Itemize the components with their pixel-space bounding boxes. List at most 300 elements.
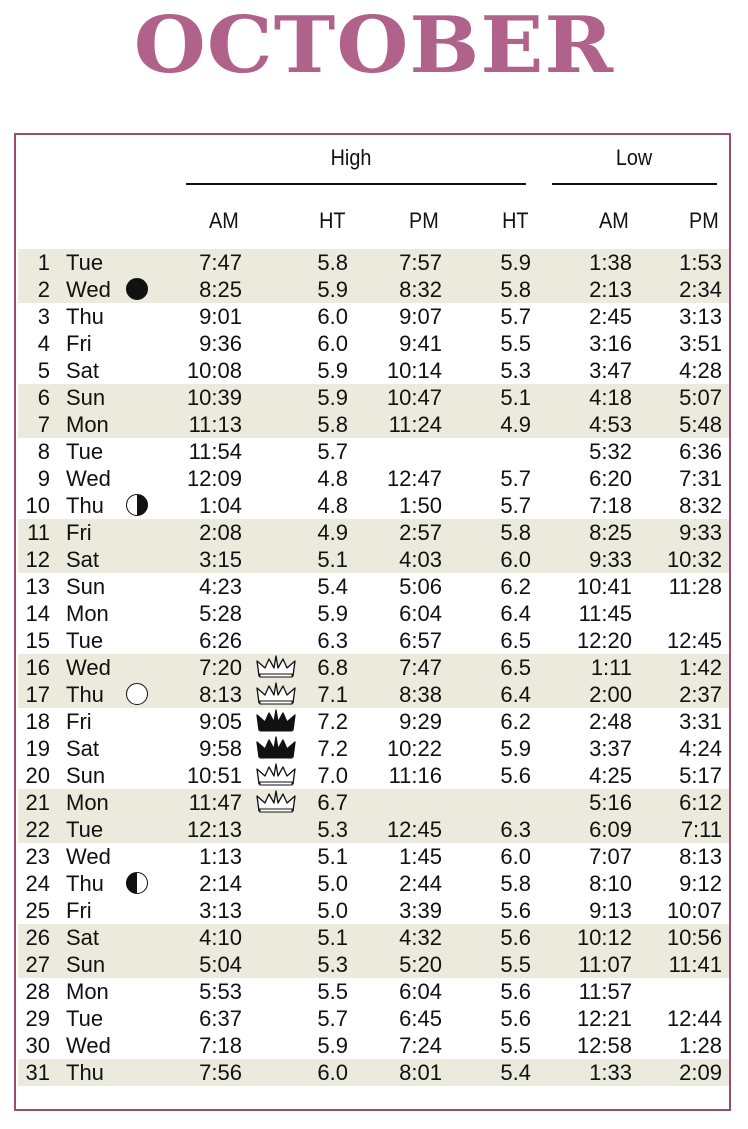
low-am-time: 7:18	[589, 493, 632, 518]
table-row	[18, 465, 729, 492]
low-am-time: 2:00	[589, 682, 632, 707]
high-am-time: 9:58	[199, 736, 242, 761]
weekday: Fri	[66, 898, 92, 923]
table-row	[18, 492, 729, 519]
high-pm-height: 6.4	[500, 682, 531, 707]
weekday: Sun	[66, 952, 106, 977]
day-number: 26	[25, 925, 50, 950]
high-pm-height: 5.8	[500, 277, 531, 302]
day-number: 7	[37, 412, 50, 437]
outline-crown-icon	[256, 763, 296, 787]
high-am-time: 11:47	[188, 790, 242, 815]
high-pm-height: 6.2	[500, 709, 531, 734]
day-number: 11	[27, 520, 50, 545]
table-row	[18, 627, 729, 654]
low-am-time: 5:32	[589, 439, 632, 464]
low-pm-time: 1:53	[679, 250, 722, 275]
day-number: 14	[25, 601, 50, 626]
high-am-time: 4:23	[199, 574, 242, 599]
high-am-time: 1:13	[199, 844, 242, 869]
high-am-time: 6:37	[199, 1006, 242, 1031]
low-am-time: 9:13	[589, 898, 632, 923]
low-pm-time: 10:07	[666, 898, 722, 923]
weekday: Thu	[66, 493, 104, 518]
low-pm-time: 6:12	[679, 790, 722, 815]
weekday: Tue	[66, 439, 104, 464]
day-number: 31	[25, 1060, 50, 1085]
day-number: 30	[25, 1033, 50, 1058]
low-pm-time: 10:56	[666, 925, 722, 950]
low-pm-time	[648, 978, 722, 1005]
high-am-height: 5.4	[317, 574, 348, 599]
high-pm-height: 5.8	[500, 520, 531, 545]
low-am-time: 8:10	[589, 871, 632, 896]
high-am-time: 5:53	[199, 979, 242, 1004]
high-am-time: 10:51	[186, 763, 242, 788]
low-am-time: 1:11	[590, 655, 632, 680]
high-pm-time: 7:24	[399, 1033, 442, 1058]
high-pm-height: 5.9	[500, 736, 531, 761]
col-header-low-pm: PM	[689, 208, 719, 233]
weekday: Wed	[66, 655, 111, 680]
low-pm-time: 7:11	[680, 817, 722, 842]
day-number: 1	[37, 250, 50, 275]
low-am-time: 4:25	[589, 763, 632, 788]
day-number: 18	[25, 709, 50, 734]
high-am-time: 3:13	[199, 898, 242, 923]
table-row	[18, 681, 729, 708]
day-number: 2	[37, 277, 50, 302]
low-pm-time: 8:32	[679, 493, 722, 518]
low-pm-time: 5:07	[679, 385, 722, 410]
high-am-height: 5.0	[317, 898, 348, 923]
table-row	[18, 654, 729, 681]
high-pm-height: 5.7	[500, 304, 531, 329]
low-tide-header: Low	[615, 145, 653, 170]
high-am-height: 6.0	[317, 304, 348, 329]
table-row	[18, 249, 729, 276]
weekday: Sun	[66, 385, 106, 410]
third-quarter-moon-icon	[126, 872, 148, 894]
high-am-height: 4.8	[317, 466, 348, 491]
weekday: Thu	[66, 871, 104, 896]
high-pm-height: 6.0	[500, 547, 531, 572]
high-pm-time: 6:04	[399, 979, 442, 1004]
weekday: Fri	[66, 520, 92, 545]
high-am-height: 4.9	[317, 520, 348, 545]
weekday: Thu	[66, 304, 104, 329]
low-am-time: 7:07	[589, 844, 632, 869]
high-am-time: 7:18	[199, 1033, 242, 1058]
low-am-time: 5:16	[589, 790, 632, 815]
table-row	[18, 438, 729, 465]
table-row	[18, 789, 729, 816]
high-pm-time: 7:57	[399, 250, 442, 275]
weekday: Sat	[66, 547, 100, 572]
high-am-height: 5.9	[317, 277, 348, 302]
low-am-time: 3:37	[589, 736, 632, 761]
high-am-time: 10:08	[186, 358, 242, 383]
day-number: 24	[25, 871, 50, 896]
low-pm-time: 3:31	[679, 709, 722, 734]
day-number: 23	[25, 844, 50, 869]
day-number: 6	[37, 385, 50, 410]
month-title: OCTOBER	[133, 0, 615, 91]
low-am-time: 4:53	[589, 412, 632, 437]
day-number: 3	[37, 304, 50, 329]
low-am-time: 12:21	[576, 1006, 632, 1031]
low-pm-time: 5:48	[679, 412, 722, 437]
low-am-time: 2:13	[589, 277, 632, 302]
day-number: 27	[25, 952, 50, 977]
high-pm-height: 4.9	[500, 412, 531, 437]
table-row	[18, 330, 729, 357]
high-pm-time: 5:06	[399, 574, 442, 599]
high-am-height: 5.0	[317, 871, 348, 896]
weekday: Tue	[66, 1006, 104, 1031]
high-am-time: 8:25	[199, 277, 242, 302]
high-pm-time: 10:14	[386, 358, 442, 383]
high-pm-time: 9:41	[399, 331, 442, 356]
day-number: 12	[25, 547, 50, 572]
table-row	[18, 870, 729, 897]
low-pm-time: 9:12	[679, 871, 722, 896]
low-pm-time: 2:09	[679, 1060, 722, 1085]
low-am-time: 11:07	[578, 952, 632, 977]
high-pm-height: 5.7	[500, 466, 531, 491]
low-am-time: 10:41	[576, 574, 632, 599]
high-pm-time: 4:03	[399, 547, 442, 572]
high-pm-time: 1:45	[399, 844, 442, 869]
high-pm-time: 11:24	[388, 412, 442, 437]
high-pm-time: 6:04	[399, 601, 442, 626]
low-am-time: 6:09	[589, 817, 632, 842]
high-am-time: 1:04	[199, 493, 242, 518]
tide-table	[14, 133, 731, 1111]
high-pm-time: 12:45	[386, 817, 442, 842]
high-pm-height: 5.6	[500, 925, 531, 950]
day-number: 19	[25, 736, 50, 761]
weekday: Tue	[66, 817, 104, 842]
table-row	[18, 303, 729, 330]
low-pm-time: 4:28	[679, 358, 722, 383]
low-pm-time: 2:34	[679, 277, 722, 302]
day-number: 13	[25, 574, 50, 599]
low-am-time: 11:45	[578, 601, 632, 626]
high-pm-time	[368, 438, 442, 465]
weekday: Thu	[66, 1060, 104, 1085]
table-row	[18, 546, 729, 573]
table-row	[18, 843, 729, 870]
low-pm-time: 10:32	[666, 547, 722, 572]
col-header-high-ht2: HT	[502, 208, 529, 233]
day-number: 5	[37, 358, 50, 383]
high-am-time: 2:08	[199, 520, 242, 545]
high-am-height: 6.0	[317, 331, 348, 356]
high-pm-time: 5:20	[399, 952, 442, 977]
day-number: 29	[25, 1006, 50, 1031]
high-am-height: 7.2	[317, 736, 348, 761]
table-row	[18, 411, 729, 438]
high-am-height: 6.8	[317, 655, 348, 680]
table-row	[18, 708, 729, 735]
high-pm-time: 1:50	[399, 493, 442, 518]
high-pm-time: 11:16	[388, 763, 442, 788]
high-am-height: 5.7	[317, 1006, 348, 1031]
high-am-height: 5.5	[317, 979, 348, 1004]
high-pm-time: 10:22	[386, 736, 442, 761]
low-pm-time: 11:28	[668, 574, 722, 599]
high-am-height: 6.3	[317, 628, 348, 653]
low-am-time: 6:20	[589, 466, 632, 491]
weekday: Wed	[66, 1033, 111, 1058]
low-am-time: 1:33	[589, 1060, 632, 1085]
high-pm-height: 5.5	[500, 952, 531, 977]
high-pm-time: 7:47	[399, 655, 442, 680]
table-row	[18, 276, 729, 303]
day-number: 9	[37, 466, 50, 491]
high-pm-time: 10:47	[386, 385, 442, 410]
high-am-time: 2:14	[199, 871, 242, 896]
low-am-time: 2:45	[589, 304, 632, 329]
high-am-time: 11:54	[188, 439, 242, 464]
table-row	[18, 762, 729, 789]
outline-crown-icon	[256, 655, 296, 679]
col-header-high-ht1: HT	[319, 208, 346, 233]
day-number: 10	[25, 493, 50, 518]
high-pm-time: 8:32	[399, 277, 442, 302]
low-pm-time: 12:45	[666, 628, 722, 653]
high-pm-time: 12:47	[386, 466, 442, 491]
high-am-time: 5:28	[199, 601, 242, 626]
table-row	[18, 519, 729, 546]
outline-crown-icon	[256, 682, 296, 706]
low-am-time: 11:57	[578, 979, 632, 1004]
low-am-time: 3:16	[589, 331, 632, 356]
weekday: Wed	[66, 466, 111, 491]
table-row	[18, 1059, 729, 1086]
high-pm-time: 2:57	[399, 520, 442, 545]
low-pm-time: 3:13	[679, 304, 722, 329]
high-am-height: 5.9	[317, 385, 348, 410]
high-pm-height: 5.6	[500, 898, 531, 923]
high-am-height: 5.8	[317, 412, 348, 437]
high-am-height: 5.1	[317, 844, 348, 869]
high-am-time: 7:56	[199, 1060, 242, 1085]
high-am-height: 5.9	[317, 601, 348, 626]
weekday: Mon	[66, 979, 109, 1004]
low-pm-time: 7:31	[679, 466, 722, 491]
table-row	[18, 978, 729, 1005]
weekday: Mon	[66, 412, 109, 437]
high-pm-height: 5.4	[500, 1060, 531, 1085]
filled-crown-icon	[256, 709, 296, 733]
table-row	[18, 600, 729, 627]
day-number: 8	[37, 439, 50, 464]
new-moon-icon	[126, 278, 148, 300]
day-number: 20	[25, 763, 50, 788]
weekday: Fri	[66, 331, 92, 356]
weekday: Sat	[66, 925, 100, 950]
high-am-time: 8:13	[199, 682, 242, 707]
high-pm-time: 6:57	[399, 628, 442, 653]
high-am-time: 3:15	[199, 547, 242, 572]
table-row	[18, 816, 729, 843]
high-pm-time: 8:38	[399, 682, 442, 707]
low-pm-time: 5:17	[679, 763, 722, 788]
day-number: 25	[25, 898, 50, 923]
low-pm-time: 8:13	[679, 844, 722, 869]
day-number: 15	[25, 628, 50, 653]
high-pm-height: 6.3	[500, 817, 531, 842]
table-row	[18, 897, 729, 924]
low-am-time: 2:48	[589, 709, 632, 734]
high-am-time: 9:05	[199, 709, 242, 734]
high-am-time: 7:47	[199, 250, 242, 275]
table-row	[18, 573, 729, 600]
high-am-height: 6.7	[317, 790, 348, 815]
low-pm-time: 2:37	[679, 682, 722, 707]
weekday: Sun	[66, 763, 106, 788]
weekday: Wed	[66, 844, 111, 869]
high-am-time: 12:09	[186, 466, 242, 491]
low-pm-time: 1:42	[679, 655, 722, 680]
table-row	[18, 357, 729, 384]
low-am-time: 9:33	[589, 547, 632, 572]
high-tide-header: High	[330, 145, 372, 170]
weekday: Thu	[66, 682, 104, 707]
high-am-time: 11:13	[188, 412, 242, 437]
high-pm-time: 8:01	[399, 1060, 442, 1085]
low-pm-time: 11:41	[668, 952, 722, 977]
high-am-height: 5.9	[317, 1033, 348, 1058]
low-pm-time: 6:36	[679, 439, 722, 464]
high-am-height: 7.0	[317, 763, 348, 788]
weekday: Sat	[66, 736, 100, 761]
high-pm-time: 6:45	[399, 1006, 442, 1031]
high-am-height: 5.9	[317, 358, 348, 383]
day-number: 21	[25, 790, 50, 815]
high-pm-time: 3:39	[399, 898, 442, 923]
low-am-time: 10:12	[576, 925, 632, 950]
low-pm-time: 3:51	[679, 331, 722, 356]
weekday: Sun	[66, 574, 106, 599]
low-pm-time	[648, 600, 722, 627]
high-am-height: 5.8	[317, 250, 348, 275]
col-header-high-am: AM	[209, 208, 239, 233]
table-row	[18, 1005, 729, 1032]
high-am-time: 10:39	[186, 385, 242, 410]
high-am-height: 6.0	[317, 1060, 348, 1085]
weekday: Sat	[66, 358, 100, 383]
high-pm-height	[481, 789, 531, 816]
col-header-high-pm: PM	[409, 208, 439, 233]
day-number: 4	[37, 331, 50, 356]
table-row	[18, 924, 729, 951]
weekday: Tue	[66, 250, 104, 275]
high-am-height: 5.7	[317, 439, 348, 464]
high-tide-rule	[186, 183, 526, 185]
low-am-time: 12:58	[576, 1033, 632, 1058]
high-am-height: 4.8	[317, 493, 348, 518]
weekday: Tue	[66, 628, 104, 653]
high-pm-height: 5.5	[500, 1033, 531, 1058]
high-pm-height: 5.9	[500, 250, 531, 275]
high-am-height: 7.1	[317, 682, 348, 707]
high-pm-height: 6.2	[500, 574, 531, 599]
day-number: 16	[25, 655, 50, 680]
table-row	[18, 735, 729, 762]
table-row	[18, 384, 729, 411]
high-pm-time	[368, 789, 442, 816]
high-pm-time: 2:44	[399, 871, 442, 896]
high-am-time: 6:26	[199, 628, 242, 653]
low-am-time: 12:20	[576, 628, 632, 653]
low-am-time: 8:25	[589, 520, 632, 545]
high-am-height: 7.2	[317, 709, 348, 734]
high-pm-height: 5.6	[500, 763, 531, 788]
high-am-height: 5.1	[317, 547, 348, 572]
weekday: Fri	[66, 709, 92, 734]
high-pm-height: 6.5	[500, 655, 531, 680]
low-am-time: 3:47	[589, 358, 632, 383]
high-pm-height: 5.3	[500, 358, 531, 383]
high-pm-time: 9:29	[399, 709, 442, 734]
high-pm-height: 6.5	[500, 628, 531, 653]
high-am-time: 7:20	[199, 655, 242, 680]
high-pm-height: 5.8	[500, 871, 531, 896]
high-am-time: 12:13	[186, 817, 242, 842]
high-am-height: 5.1	[317, 925, 348, 950]
low-am-time: 4:18	[589, 385, 632, 410]
high-pm-height: 5.5	[500, 331, 531, 356]
table-row	[18, 1032, 729, 1059]
high-pm-height: 5.6	[500, 979, 531, 1004]
low-pm-time: 4:24	[679, 736, 722, 761]
table-row	[18, 951, 729, 978]
day-number: 22	[25, 817, 50, 842]
high-pm-time: 9:07	[399, 304, 442, 329]
low-pm-time: 9:33	[679, 520, 722, 545]
col-header-low-am: AM	[599, 208, 629, 233]
high-pm-height: 6.4	[500, 601, 531, 626]
day-number: 17	[25, 682, 50, 707]
outline-crown-icon	[256, 790, 296, 814]
high-am-time: 9:36	[199, 331, 242, 356]
day-number: 28	[25, 979, 50, 1004]
weekday: Wed	[66, 277, 111, 302]
low-tide-rule	[552, 183, 717, 185]
low-am-time: 1:38	[589, 250, 632, 275]
high-am-time: 9:01	[199, 304, 242, 329]
high-pm-height: 5.7	[500, 493, 531, 518]
weekday: Mon	[66, 601, 109, 626]
filled-crown-icon	[256, 736, 296, 760]
full-moon-icon	[126, 683, 148, 705]
high-am-height: 5.3	[317, 952, 348, 977]
high-pm-height: 5.1	[500, 385, 531, 410]
high-pm-height	[481, 438, 531, 465]
high-am-time: 4:10	[199, 925, 242, 950]
low-pm-time: 1:28	[679, 1033, 722, 1058]
first-quarter-moon-icon	[126, 494, 148, 516]
weekday: Mon	[66, 790, 109, 815]
high-pm-time: 4:32	[399, 925, 442, 950]
high-pm-height: 5.6	[500, 1006, 531, 1031]
high-pm-height: 6.0	[500, 844, 531, 869]
low-pm-time: 12:44	[666, 1006, 722, 1031]
high-am-time: 5:04	[199, 952, 242, 977]
